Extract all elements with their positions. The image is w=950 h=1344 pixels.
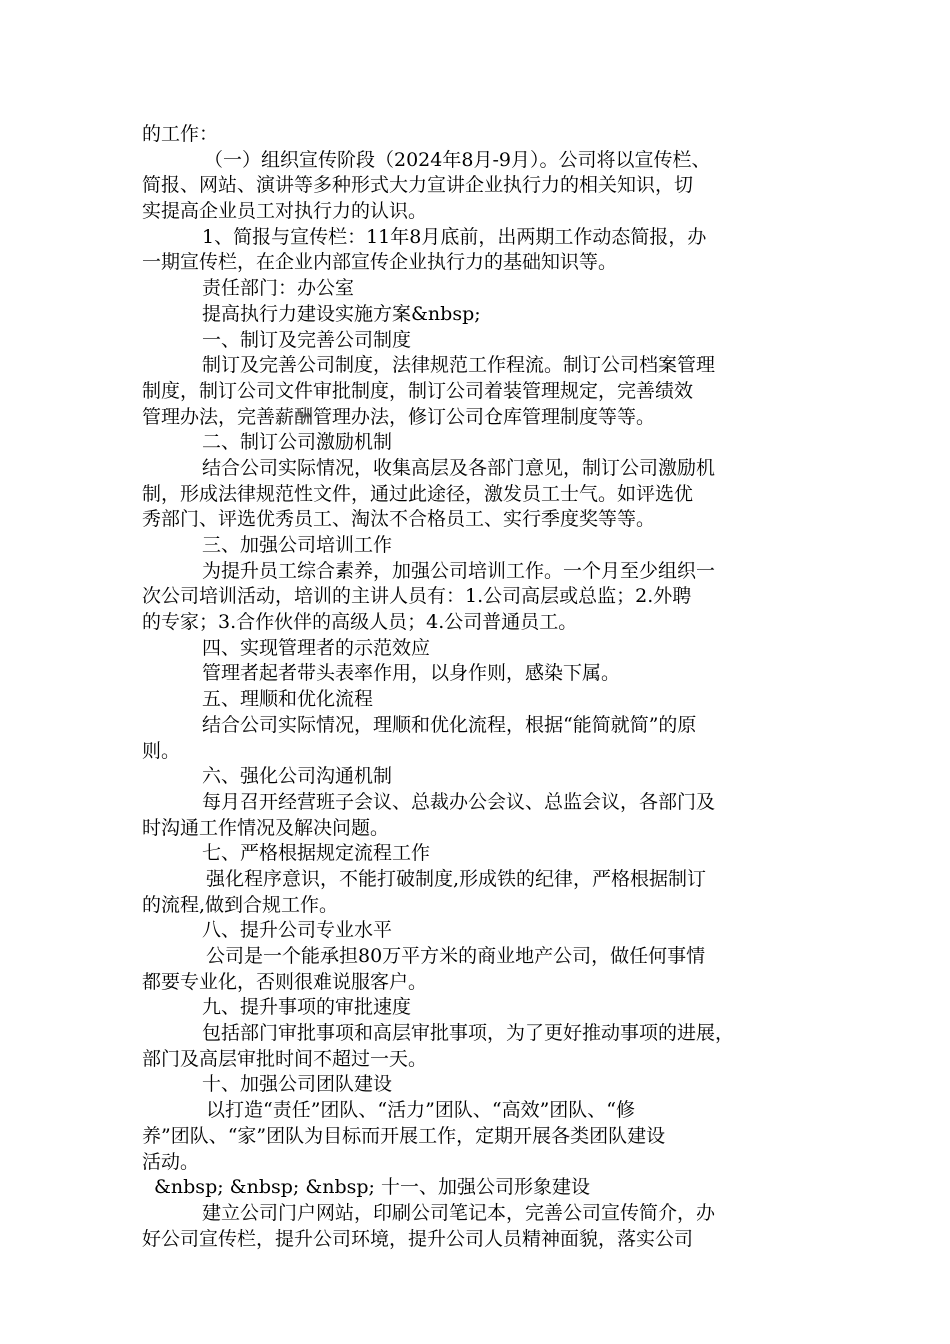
text-line: 秀部门、评选优秀员工、淘汰不合格员工、实行季度奖等等。 [142,508,656,531]
text-line: 1、简报与宣传栏：11年8月底前，出两期工作动态简报，办 [202,225,707,248]
text-line: 制，形成法律规范性文件，通过此途径，激发员工士气。如评选优 [142,482,694,505]
text-line: 结合公司实际情况，收集高层及各部门意见，制订公司激励机 [202,456,716,479]
text-line: 的工作： [142,123,219,145]
text-line: 提高执行力建设实施方案&nbsp; [202,302,481,325]
section-heading: 六、强化公司沟通机制 [202,765,393,788]
section-heading: 一、制订及完善公司制度 [202,328,412,351]
section-heading: 十、加强公司团队建设 [202,1073,393,1096]
text-line: 一期宣传栏，在企业内部宣传企业执行力的基础知识等。 [142,251,618,274]
text-line: 实提高企业员工对执行力的认识。 [142,200,428,223]
document-body [142,122,822,1252]
text-line: 管理办法，完善薪酬管理办法，修订公司仓库管理制度等等。 [142,405,656,428]
section-heading: 五、理顺和优化流程 [202,688,374,711]
text-line: 制度，制订公司文件审批制度，制订公司着装管理规定，完善绩效 [142,379,694,402]
text-line: 则。 [142,739,181,762]
text-line: 每月召开经营班子会议、总裁办公会议、总监会议，各部门及 [202,790,716,813]
section-heading: 四、实现管理者的示范效应 [202,636,431,659]
text-line: 建立公司门户网站，印刷公司笔记本，完善公司宣传简介，办 [202,1201,716,1224]
section-heading: 九、提升事项的审批速度 [202,996,412,1019]
text-line: 简报、网站、演讲等多种形式大力宣讲企业执行力的相关知识，切 [142,174,694,197]
text-line: 都要专业化，否则很难说服客户。 [142,970,428,993]
text-line: 的专家；3.合作伙伴的高级人员；4.公司普通员工。 [142,611,578,634]
text-line: 包括部门审批事项和高层审批事项，为了更好推动事项的进展， [202,1022,735,1045]
text-line: 养”团队、“家”团队为目标而开展工作，定期开展各类团队建设 [142,1124,666,1147]
text-line: 部门及高层审批时间不超过一天。 [142,1047,428,1070]
section-heading: 七、严格根据规定流程工作 [202,842,431,865]
section-heading: &nbsp; &nbsp; &nbsp; 十一、加强公司形象建设 [154,1176,590,1199]
text-line: 为提升员工综合素养，加强公司培训工作。一个月至少组织一 [202,559,716,582]
text-line: 责任部门：办公室 [202,277,355,300]
text-line: 管理者起者带头表率作用，以身作则，感染下属。 [202,662,621,685]
text-line: 时沟通工作情况及解决问题。 [142,816,390,839]
section-heading: 八、提升公司专业水平 [202,919,393,942]
text-line: 强化程序意识，不能打破制度,形成铁的纪律，严格根据制订 [206,867,707,890]
text-line: 活动。 [142,1150,200,1173]
text-line: 以打造“责任”团队、“活力”团队、“高效”团队、“修 [206,1099,635,1122]
text-line: 次公司培训活动，培训的主讲人员有：1.公司高层或总监；2.外聘 [142,585,692,608]
text-line: 的流程,做到合规工作。 [142,893,339,916]
text-line: 好公司宣传栏，提升公司环境，提升公司人员精神面貌，落实公司 [142,1227,694,1250]
text-line: 公司是一个能承担80万平方米的商业地产公司，做任何事情 [206,945,706,967]
section-heading: 三、加强公司培训工作 [202,534,393,556]
text-line: （一）组织宣传阶段（2024年8月-9月）。公司将以宣传栏、 [204,148,711,171]
text-line: 制订及完善公司制度，法律规范工作程流。制订公司档案管理 [202,354,716,377]
section-heading: 二、制订公司激励机制 [202,431,393,454]
text-line: 结合公司实际情况，理顺和优化流程，根据“能简就简”的原 [202,713,697,736]
